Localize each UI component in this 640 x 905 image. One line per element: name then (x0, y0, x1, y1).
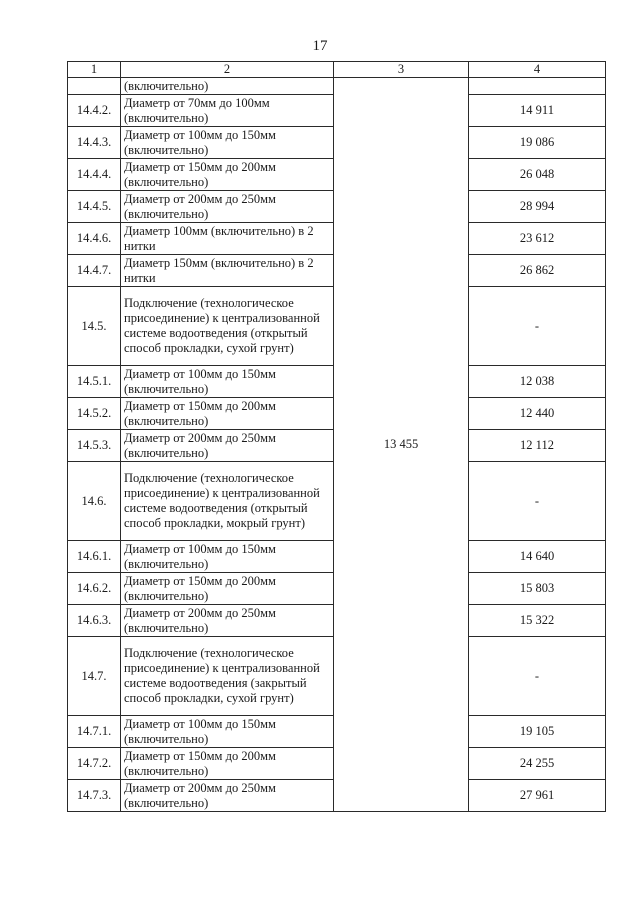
row-description: Диаметр от 200мм до 250мм (включительно) (121, 780, 334, 812)
row-value: 12 440 (469, 398, 606, 430)
row-number: 14.5.3. (68, 430, 121, 462)
row-value: 19 105 (469, 716, 606, 748)
row-value: 12 038 (469, 366, 606, 398)
row-description: Подключение (технологическое присоединение) к централизованной системе водоотведения (открытый способ прокладки, мокрый грунт) (121, 462, 334, 541)
row-number: 14.4.6. (68, 223, 121, 255)
row-description: Диаметр от 100мм до 150мм (включительно) (121, 127, 334, 159)
row-number: 14.4.4. (68, 159, 121, 191)
page-number: 17 (312, 38, 328, 54)
row-number: 14.6.2. (68, 573, 121, 605)
continuation-row (68, 78, 606, 95)
row-description: Диаметр от 200мм до 250мм (включительно) (121, 191, 334, 223)
table-body (68, 78, 606, 812)
row-number: 14.4.7. (68, 255, 121, 287)
row-value: 26 048 (469, 159, 606, 191)
row-description: Диаметр от 70мм до 100мм (включительно) (121, 95, 334, 127)
row-number: 14.7.2. (68, 748, 121, 780)
row-description: Диаметр от 150мм до 200мм (включительно) (121, 398, 334, 430)
row-number: 14.7.3. (68, 780, 121, 812)
row-value: - (469, 287, 606, 366)
column-header: 4 (469, 62, 606, 78)
row-value: 28 994 (469, 191, 606, 223)
row-value: 12 112 (469, 430, 606, 462)
row-description: Диаметр от 100мм до 150мм (включительно) (121, 366, 334, 398)
row-value: 14 911 (469, 95, 606, 127)
row-value: 23 612 (469, 223, 606, 255)
row-description: Диаметр от 150мм до 200мм (включительно) (121, 573, 334, 605)
row-description: Диаметр от 150мм до 200мм (включительно) (121, 159, 334, 191)
tariff-table (67, 61, 606, 812)
row-number-cell (68, 78, 121, 95)
row-description: Диаметр от 150мм до 200мм (включительно) (121, 748, 334, 780)
row-number: 14.6.3. (68, 605, 121, 637)
row-number: 14.5.2. (68, 398, 121, 430)
row-value: 27 961 (469, 780, 606, 812)
column-header: 2 (121, 62, 334, 78)
row-value: 19 086 (469, 127, 606, 159)
row-description: Диаметр от 100мм до 150мм (включительно) (121, 716, 334, 748)
row-number: 14.7. (68, 637, 121, 716)
row-value: - (469, 462, 606, 541)
row-value: 15 803 (469, 573, 606, 605)
shared-value: 13 455 (383, 437, 419, 451)
value-cell (469, 78, 606, 95)
row-value: - (469, 637, 606, 716)
row-number: 14.6.1. (68, 541, 121, 573)
row-description: Диаметр 100мм (включительно) в 2 нитки (121, 223, 334, 255)
row-number: 14.7.1. (68, 716, 121, 748)
row-number: 14.5. (68, 287, 121, 366)
row-value: 24 255 (469, 748, 606, 780)
row-number: 14.4.3. (68, 127, 121, 159)
row-number: 14.6. (68, 462, 121, 541)
row-description: Диаметр от 200мм до 250мм (включительно) (121, 430, 334, 462)
row-description: Диаметр 150мм (включительно) в 2 нитки (121, 255, 334, 287)
row-description: Диаметр от 200мм до 250мм (включительно) (121, 605, 334, 637)
row-description: Подключение (технологическое присоединение) к централизованной системе водоотведения (закрытый способ прокладки, сухой грунт) (121, 637, 334, 716)
header-row (68, 62, 606, 78)
continuation-text: (включительно) (121, 78, 334, 95)
column-header: 1 (68, 62, 121, 78)
row-value: 15 322 (469, 605, 606, 637)
row-description: Подключение (технологическое присоединение) к централизованной системе водоотведения (открытый способ прокладки, сухой грунт) (121, 287, 334, 366)
row-number: 14.5.1. (68, 366, 121, 398)
row-number: 14.4.2. (68, 95, 121, 127)
row-value: 14 640 (469, 541, 606, 573)
row-number: 14.4.5. (68, 191, 121, 223)
row-description: Диаметр от 100мм до 150мм (включительно) (121, 541, 334, 573)
shared-value-cell (334, 78, 469, 812)
column-header: 3 (334, 62, 469, 78)
row-value: 26 862 (469, 255, 606, 287)
